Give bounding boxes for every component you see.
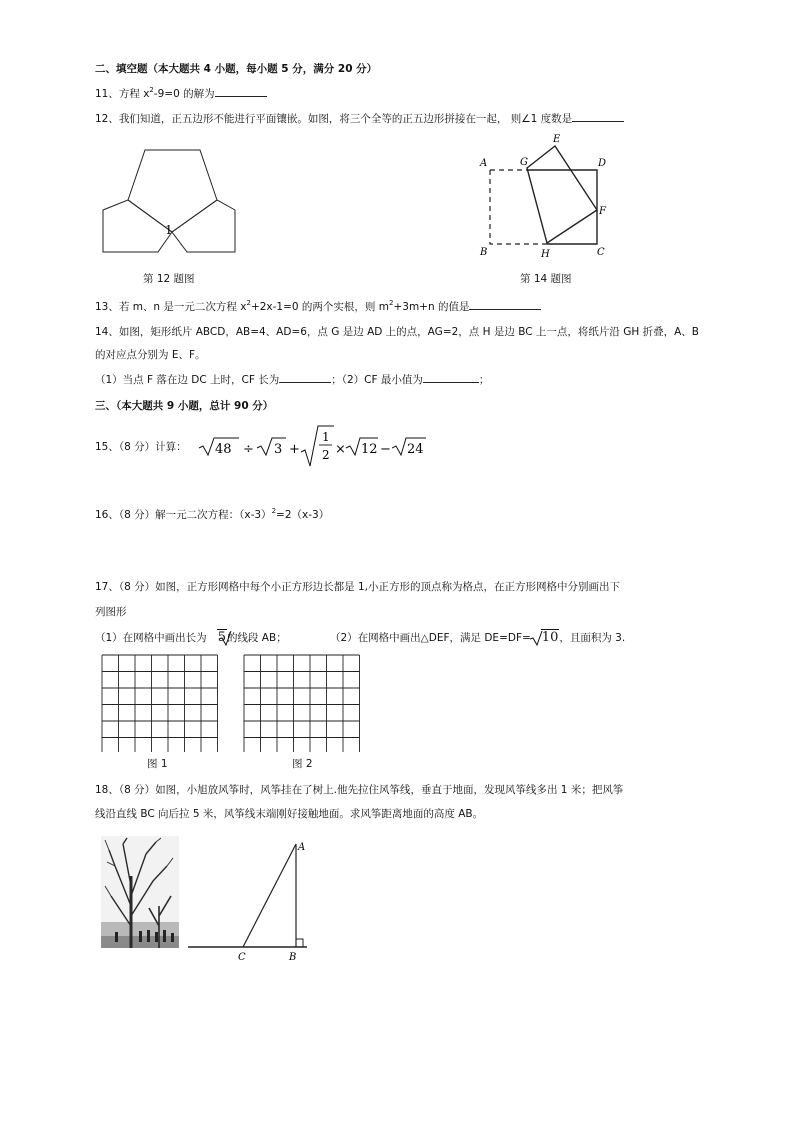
div-sign: ÷ — [243, 442, 254, 457]
label-E: E — [553, 134, 561, 145]
question-17-line1: 17、（8 分）如图，正方形网格中每个小正方形边长都是 1,小正方形的顶点称为格点，在正方形网格中分别画出下 — [95, 581, 620, 593]
question-12 — [95, 110, 624, 126]
grid-1-caption: 图 1 — [147, 758, 168, 770]
folded-quad — [527, 146, 597, 243]
question-11 — [95, 85, 267, 101]
section-2-heading: 二、填空题（本大题共 4 小题，每小题 5 分，满分 20 分） — [95, 63, 378, 75]
figure-12-pentagons — [95, 142, 245, 257]
q12-text: 12、我们知道，正五边形不能进行平面镶嵌。如图，将三个全等的正五边形拼接在一起， 则∠1 度数是 — [95, 113, 573, 125]
q11-prefix: 11、方程 x — [95, 88, 150, 100]
question-14-line1: 14、如图，矩形纸片 ABCD，AB=4、AD=6，点 G 是边 AD 上的点，AG=2，点 H 是边 BC 上一点，将纸片沿 GH 折叠，A、B — [95, 326, 699, 338]
q17-part1-suffix: 的线段 AB； — [226, 632, 287, 644]
radicand-3: 3 — [274, 442, 283, 457]
label-A: A — [298, 842, 306, 853]
plus-sign: + — [289, 442, 300, 457]
label-B: B — [480, 247, 488, 258]
q11-sup: 2 — [149, 86, 154, 94]
grid-figure-2[interactable] — [243, 654, 361, 752]
q11-suffix: -9=0 的解为 — [153, 88, 215, 100]
figure-18-triangle — [185, 836, 315, 964]
label-A: A — [480, 158, 488, 169]
question-18-line2: 线沿直线 BC 向后拉 5 米，风筝线末端刚好接触地面。求风筝距离地面的高度 AB。 — [95, 808, 484, 820]
figure-14-rectangle — [475, 128, 615, 263]
answer-blank[interactable] — [215, 85, 267, 97]
label-F: F — [599, 206, 606, 217]
q16-suffix: =2（x-3） — [276, 509, 330, 521]
question-18-line1: 18、（8 分）如图，小旭放风筝时，风筝挂在了树上.他先拉住风筝线，垂直于地面，发现风筝线多出 1 米；把风筝 — [95, 784, 624, 796]
frac-num: 1 — [322, 430, 330, 444]
answer-blank[interactable] — [279, 371, 331, 383]
q13-suffix: +3m+n 的值是 — [393, 301, 470, 313]
times-sign: × — [335, 442, 346, 457]
q14-part1: （1）当点 F 落在边 DC 上时，CF 长为 — [95, 374, 280, 386]
pentagon-left — [103, 200, 172, 252]
label-H: H — [541, 249, 550, 260]
label-D: D — [598, 158, 607, 169]
label-C: C — [238, 952, 246, 963]
question-17-part2 — [330, 630, 625, 645]
frac-den: 2 — [322, 448, 330, 462]
radicand-24: 24 — [407, 442, 424, 457]
radicand-48: 48 — [215, 442, 232, 457]
question-17-line2: 列图形 — [95, 606, 127, 618]
minus-sign: − — [380, 442, 391, 457]
tree-photo — [101, 836, 179, 948]
section-3-heading: 三、（本大题共 9 小题，总计 90 分） — [95, 400, 274, 412]
segment-AC — [243, 844, 296, 947]
pentagon-top — [128, 150, 217, 232]
q15-expression — [197, 422, 397, 472]
q13-mid: +2x-1=0 的两个实根，则 m — [250, 301, 389, 313]
radicand-12: 12 — [361, 442, 378, 457]
question-14-line2: 的对应点分别为 E、F。 — [95, 349, 206, 361]
q14-end: ； — [478, 374, 490, 386]
grid-2-caption: 图 2 — [292, 758, 313, 770]
sqrt-5-hook — [218, 630, 232, 646]
sqrt-10: 10 — [541, 630, 559, 645]
label-B: B — [289, 952, 297, 963]
q17-part2-suffix: ，且面积为 3. — [559, 632, 626, 644]
q14-part2: ；（2）CF 最小值为 — [331, 374, 423, 386]
label-C: C — [597, 247, 605, 258]
question-16 — [95, 507, 329, 522]
answer-blank[interactable] — [423, 371, 479, 383]
figure-12-caption: 第 12 题图 — [143, 273, 195, 285]
angle-1-label: 1 — [165, 223, 173, 237]
pentagon-right — [172, 200, 235, 252]
q15-expression-tail — [392, 422, 432, 472]
question-14-parts — [95, 371, 489, 387]
answer-blank[interactable] — [469, 298, 541, 310]
right-angle-mark — [296, 939, 303, 947]
sqrt-5: 5 — [217, 630, 226, 645]
q17-part2-prefix: （2）在网格中画出△DEF，满足 DE=DF= — [330, 632, 531, 644]
question-17-part1 — [95, 630, 287, 645]
q16-prefix: 16、（8 分）解一元二次方程：（x-3） — [95, 509, 272, 521]
rect-dashed-left — [490, 170, 547, 244]
q13-sup2: 2 — [389, 299, 394, 307]
q13-prefix: 13、若 m、n 是一元二次方程 x — [95, 301, 247, 313]
grid-figure-1[interactable] — [101, 654, 219, 752]
sqrt-10-hook — [529, 630, 543, 646]
answer-blank[interactable] — [572, 110, 624, 122]
q17-part1-prefix: （1）在网格中画出长为 — [95, 632, 207, 644]
question-13 — [95, 298, 541, 314]
q13-sup1: 2 — [246, 299, 251, 307]
q16-sup: 2 — [271, 507, 277, 515]
label-G: G — [520, 157, 528, 168]
figure-14-caption: 第 14 题图 — [520, 273, 572, 285]
question-15-label: 15、（8 分）计算： — [95, 441, 187, 453]
